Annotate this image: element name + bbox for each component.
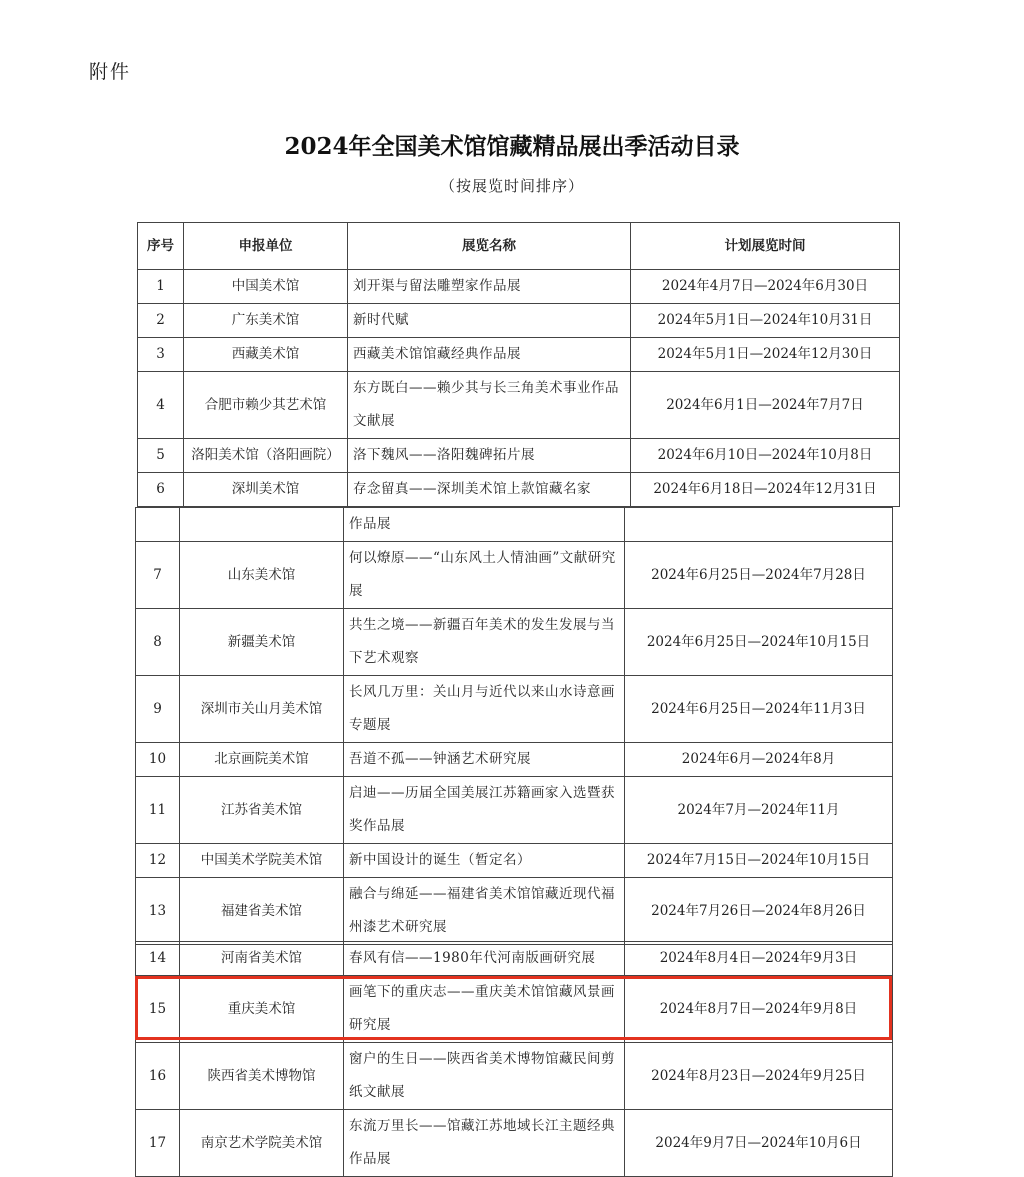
cell-time: 2024年6月25日—2024年11月3日 [625, 676, 893, 743]
cell-unit: 福建省美术馆 [180, 878, 344, 945]
cell-no: 15 [136, 976, 180, 1043]
table-row [138, 338, 900, 372]
page-title: 2024年全国美术馆馆藏精品展出季活动目录 [284, 133, 740, 160]
cell-name: 何以燎原——“山东风土人情油画”文献研究展 [344, 542, 625, 609]
cell-no: 7 [136, 542, 180, 609]
cell-unit: 北京画院美术馆 [180, 743, 344, 777]
cell-unit: 山东美术馆 [180, 542, 344, 609]
cell-no: 6 [138, 473, 184, 507]
cell-unit: 中国美术馆 [184, 270, 348, 304]
cell-unit: 陕西省美术博物馆 [180, 1043, 344, 1110]
cell-name: 存念留真——深圳美术馆上款馆藏名家 [348, 473, 631, 507]
table-row [136, 508, 893, 542]
cell-time: 2024年9月7日—2024年10月6日 [625, 1110, 893, 1177]
cell-name: 刘开渠与留法雕塑家作品展 [348, 270, 631, 304]
cell-time: 2024年8月23日—2024年9月25日 [625, 1043, 893, 1110]
cell-time: 2024年7月—2024年11月 [625, 777, 893, 844]
header-time: 计划展览时间 [631, 223, 900, 270]
header-unit: 申报单位 [184, 223, 348, 270]
cell-unit: 河南省美术馆 [180, 942, 344, 976]
table-row [138, 304, 900, 338]
cell-unit: 新疆美术馆 [180, 609, 344, 676]
cell-time [625, 508, 893, 542]
table-header-row [138, 223, 900, 270]
header-name: 展览名称 [348, 223, 631, 270]
cell-no: 17 [136, 1110, 180, 1177]
cell-no: 4 [138, 372, 184, 439]
table-row [136, 676, 893, 743]
table-row [136, 1110, 893, 1177]
cell-time: 2024年6月25日—2024年10月15日 [625, 609, 893, 676]
cell-no: 12 [136, 844, 180, 878]
cell-no: 1 [138, 270, 184, 304]
cell-no: 2 [138, 304, 184, 338]
cell-name: 融合与绵延——福建省美术馆馆藏近现代福州漆艺术研究展 [344, 878, 625, 945]
cell-time: 2024年6月1日—2024年7月7日 [631, 372, 900, 439]
exhibition-table-part-3 [135, 941, 893, 1177]
cell-name: 洛下魏风——洛阳魏碑拓片展 [348, 439, 631, 473]
cell-no: 5 [138, 439, 184, 473]
cell-no [136, 508, 180, 542]
table-row [136, 542, 893, 609]
table-row [138, 439, 900, 473]
cell-unit: 深圳美术馆 [184, 473, 348, 507]
table-row [136, 878, 893, 945]
attachment-label: 附件 [89, 61, 132, 83]
cell-name: 画笔下的重庆志——重庆美术馆馆藏风景画研究展 [344, 976, 625, 1043]
cell-no: 8 [136, 609, 180, 676]
cell-name: 作品展 [344, 508, 625, 542]
cell-no: 13 [136, 878, 180, 945]
cell-no: 10 [136, 743, 180, 777]
table-row [136, 777, 893, 844]
cell-unit: 合肥市赖少其艺术馆 [184, 372, 348, 439]
table-row [136, 942, 893, 976]
cell-name: 东流万里长——馆藏江苏地域长江主题经典作品展 [344, 1110, 625, 1177]
table-row [138, 270, 900, 304]
cell-time: 2024年7月15日—2024年10月15日 [625, 844, 893, 878]
cell-name: 共生之境——新疆百年美术的发生发展与当下艺术观察 [344, 609, 625, 676]
cell-unit: 重庆美术馆 [180, 976, 344, 1043]
cell-no: 11 [136, 777, 180, 844]
exhibition-table-part-1 [137, 222, 900, 507]
page-subtitle: （按展览时间排序） [439, 177, 584, 195]
cell-time: 2024年8月7日—2024年9月8日 [625, 976, 893, 1043]
cell-unit: 中国美术学院美术馆 [180, 844, 344, 878]
cell-unit: 洛阳美术馆（洛阳画院） [184, 439, 348, 473]
cell-name: 东方既白——赖少其与长三角美术事业作品文献展 [348, 372, 631, 439]
cell-unit: 江苏省美术馆 [180, 777, 344, 844]
cell-name: 启迪——历届全国美展江苏籍画家入选暨获奖作品展 [344, 777, 625, 844]
cell-no: 14 [136, 942, 180, 976]
table-row [136, 609, 893, 676]
cell-name: 吾道不孤——钟涵艺术研究展 [344, 743, 625, 777]
exhibition-table-part-2 [135, 507, 893, 945]
cell-name: 新时代赋 [348, 304, 631, 338]
cell-name: 春风有信——1980年代河南版画研究展 [344, 942, 625, 976]
cell-unit: 西藏美术馆 [184, 338, 348, 372]
cell-time: 2024年6月—2024年8月 [625, 743, 893, 777]
cell-unit: 深圳市关山月美术馆 [180, 676, 344, 743]
table-row [136, 976, 893, 1043]
cell-unit: 南京艺术学院美术馆 [180, 1110, 344, 1177]
cell-time: 2024年6月10日—2024年10月8日 [631, 439, 900, 473]
table-row [136, 743, 893, 777]
cell-name: 长风几万里：关山月与近代以来山水诗意画专题展 [344, 676, 625, 743]
cell-unit: 广东美术馆 [184, 304, 348, 338]
cell-name: 西藏美术馆馆藏经典作品展 [348, 338, 631, 372]
table-row [138, 372, 900, 439]
cell-time: 2024年6月25日—2024年7月28日 [625, 542, 893, 609]
table-row [136, 1043, 893, 1110]
cell-time: 2024年7月26日—2024年8月26日 [625, 878, 893, 945]
cell-no: 3 [138, 338, 184, 372]
cell-time: 2024年4月7日—2024年6月30日 [631, 270, 900, 304]
cell-no: 9 [136, 676, 180, 743]
table-row [138, 473, 900, 507]
cell-time: 2024年6月18日—2024年12月31日 [631, 473, 900, 507]
header-no: 序号 [138, 223, 184, 270]
cell-unit [180, 508, 344, 542]
cell-no: 16 [136, 1043, 180, 1110]
table-row [136, 844, 893, 878]
cell-time: 2024年5月1日—2024年12月30日 [631, 338, 900, 372]
cell-time: 2024年5月1日—2024年10月31日 [631, 304, 900, 338]
cell-name: 窗户的生日——陕西省美术博物馆藏民间剪纸文献展 [344, 1043, 625, 1110]
cell-time: 2024年8月4日—2024年9月3日 [625, 942, 893, 976]
cell-name: 新中国设计的诞生（暂定名） [344, 844, 625, 878]
